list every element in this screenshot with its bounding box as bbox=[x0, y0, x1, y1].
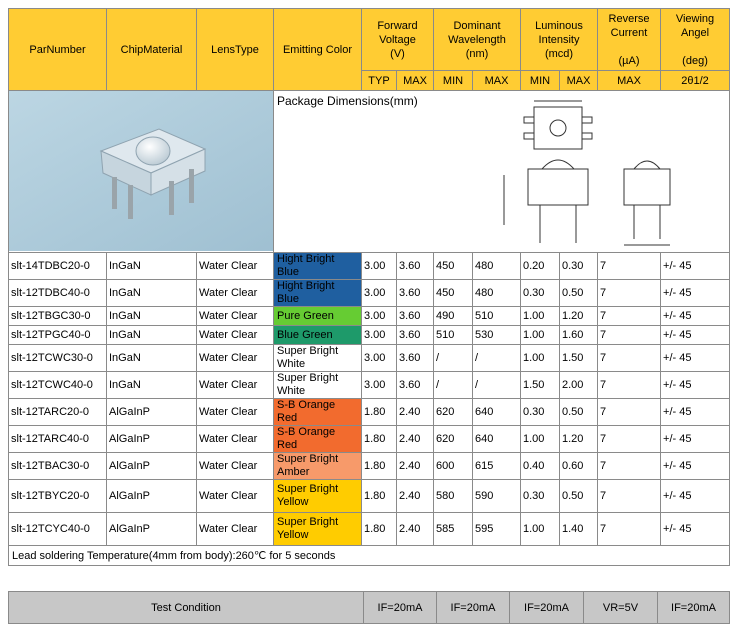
cell-iv-max: 1.40 bbox=[560, 513, 598, 546]
cell-emitting-color: Pure Green bbox=[274, 307, 362, 326]
cell-chip-material: InGaN bbox=[107, 372, 197, 399]
table-row bbox=[9, 453, 730, 480]
cell-viewing-angle: +/- 45 bbox=[661, 480, 730, 513]
cell-vf-typ: 3.00 bbox=[362, 307, 397, 326]
cell-lens-type: Water Clear bbox=[197, 513, 274, 546]
table-row bbox=[9, 326, 730, 345]
test-condition-viewing-angle: IF=20mA bbox=[658, 592, 730, 624]
cell-viewing-angle: +/- 45 bbox=[661, 426, 730, 453]
table-row bbox=[9, 426, 730, 453]
cell-viewing-angle: +/- 45 bbox=[661, 453, 730, 480]
soldering-note: Lead soldering Temperature(4mm from body):260℃ for 5 seconds bbox=[9, 546, 730, 566]
test-condition-reverse-current: VR=5V bbox=[584, 592, 658, 624]
test-condition-table bbox=[8, 591, 730, 624]
table-row bbox=[9, 372, 730, 399]
subheader-wl-max: MAX bbox=[473, 71, 521, 91]
cell-part-number: slt-12TDBC40-0 bbox=[9, 280, 107, 307]
cell-ir-max: 7 bbox=[598, 372, 661, 399]
cell-chip-material: InGaN bbox=[107, 345, 197, 372]
test-condition-label: Test Condition bbox=[9, 592, 364, 624]
cell-part-number: slt-12TCWC40-0 bbox=[9, 372, 107, 399]
cell-emitting-color: S-B Orange Red bbox=[274, 399, 362, 426]
cell-iv-max: 1.20 bbox=[560, 307, 598, 326]
cell-wl-max: 530 bbox=[473, 326, 521, 345]
cell-vf-typ: 3.00 bbox=[362, 345, 397, 372]
table-row bbox=[9, 480, 730, 513]
cell-lens-type: Water Clear bbox=[197, 399, 274, 426]
cell-part-number: slt-12TCYC40-0 bbox=[9, 513, 107, 546]
cell-iv-min: 1.50 bbox=[521, 372, 560, 399]
led-photo-cell bbox=[9, 91, 274, 253]
cell-viewing-angle: +/- 45 bbox=[661, 307, 730, 326]
cell-vf-typ: 3.00 bbox=[362, 326, 397, 345]
led-illustration bbox=[9, 91, 274, 251]
cell-iv-min: 1.00 bbox=[521, 307, 560, 326]
cell-iv-max: 1.20 bbox=[560, 426, 598, 453]
cell-vf-typ: 1.80 bbox=[362, 513, 397, 546]
cell-wl-min: 620 bbox=[434, 426, 473, 453]
cell-wl-max: / bbox=[473, 372, 521, 399]
test-condition-intensity: IF=20mA bbox=[510, 592, 584, 624]
cell-iv-min: 1.00 bbox=[521, 326, 560, 345]
cell-viewing-angle: +/- 45 bbox=[661, 345, 730, 372]
cell-vf-typ: 3.00 bbox=[362, 253, 397, 280]
cell-viewing-angle: +/- 45 bbox=[661, 280, 730, 307]
cell-wl-max: 595 bbox=[473, 513, 521, 546]
cell-iv-max: 1.60 bbox=[560, 326, 598, 345]
cell-vf-max: 3.60 bbox=[397, 372, 434, 399]
cell-viewing-angle: +/- 45 bbox=[661, 399, 730, 426]
cell-lens-type: Water Clear bbox=[197, 253, 274, 280]
cell-chip-material: AlGaInP bbox=[107, 399, 197, 426]
cell-ir-max: 7 bbox=[598, 453, 661, 480]
cell-ir-max: 7 bbox=[598, 345, 661, 372]
cell-part-number: slt-12TCWC30-0 bbox=[9, 345, 107, 372]
cell-wl-min: 450 bbox=[434, 253, 473, 280]
cell-viewing-angle: +/- 45 bbox=[661, 372, 730, 399]
cell-vf-typ: 1.80 bbox=[362, 453, 397, 480]
cell-chip-material: AlGaInP bbox=[107, 513, 197, 546]
cell-vf-max: 2.40 bbox=[397, 513, 434, 546]
cell-vf-typ: 3.00 bbox=[362, 372, 397, 399]
cell-emitting-color: Blue Green bbox=[274, 326, 362, 345]
cell-iv-min: 1.00 bbox=[521, 513, 560, 546]
cell-chip-material: InGaN bbox=[107, 253, 197, 280]
header-reverse-current: Reverse Current (µA) bbox=[598, 9, 661, 71]
cell-vf-max: 2.40 bbox=[397, 480, 434, 513]
cell-emitting-color: Super Bright Yellow bbox=[274, 480, 362, 513]
cell-vf-max: 3.60 bbox=[397, 307, 434, 326]
cell-emitting-color: Super Bright Amber bbox=[274, 453, 362, 480]
subheader-vf-max: MAX bbox=[397, 71, 434, 91]
cell-iv-min: 0.30 bbox=[521, 480, 560, 513]
cell-vf-max: 2.40 bbox=[397, 426, 434, 453]
subheader-wl-min: MIN bbox=[434, 71, 473, 91]
table-row bbox=[9, 307, 730, 326]
cell-iv-max: 0.30 bbox=[560, 253, 598, 280]
cell-wl-max: 615 bbox=[473, 453, 521, 480]
cell-part-number: slt-12TBYC20-0 bbox=[9, 480, 107, 513]
table-row bbox=[9, 253, 730, 280]
test-condition-row bbox=[9, 592, 730, 624]
cell-part-number: slt-12TBGC30-0 bbox=[9, 307, 107, 326]
cell-lens-type: Water Clear bbox=[197, 480, 274, 513]
cell-iv-max: 2.00 bbox=[560, 372, 598, 399]
header-luminous-intensity: Luminous Intensity (mcd) bbox=[521, 9, 598, 71]
cell-lens-type: Water Clear bbox=[197, 307, 274, 326]
cell-ir-max: 7 bbox=[598, 426, 661, 453]
table-row bbox=[9, 345, 730, 372]
cell-vf-typ: 1.80 bbox=[362, 480, 397, 513]
cell-wl-min: 580 bbox=[434, 480, 473, 513]
cell-wl-min: 490 bbox=[434, 307, 473, 326]
cell-wl-min: / bbox=[434, 372, 473, 399]
header-lens-type: LensType bbox=[197, 9, 274, 91]
cell-emitting-color: Super Bright White bbox=[274, 345, 362, 372]
cell-chip-material: InGaN bbox=[107, 280, 197, 307]
cell-iv-max: 1.50 bbox=[560, 345, 598, 372]
cell-iv-min: 0.40 bbox=[521, 453, 560, 480]
cell-lens-type: Water Clear bbox=[197, 326, 274, 345]
cell-chip-material: InGaN bbox=[107, 307, 197, 326]
cell-lens-type: Water Clear bbox=[197, 345, 274, 372]
cell-emitting-color: S-B Orange Red bbox=[274, 426, 362, 453]
cell-part-number: slt-12TPGC40-0 bbox=[9, 326, 107, 345]
cell-wl-min: 585 bbox=[434, 513, 473, 546]
cell-wl-min: 620 bbox=[434, 399, 473, 426]
header-chip-material: ChipMaterial bbox=[107, 9, 197, 91]
cell-viewing-angle: +/- 45 bbox=[661, 513, 730, 546]
package-dimensions-cell bbox=[274, 91, 730, 253]
note-row bbox=[9, 546, 730, 566]
cell-wl-min: / bbox=[434, 345, 473, 372]
cell-vf-max: 2.40 bbox=[397, 453, 434, 480]
cell-iv-min: 0.30 bbox=[521, 280, 560, 307]
cell-wl-max: 590 bbox=[473, 480, 521, 513]
cell-lens-type: Water Clear bbox=[197, 372, 274, 399]
header-viewing-angle: Viewing Angel (deg) bbox=[661, 9, 730, 71]
cell-ir-max: 7 bbox=[598, 399, 661, 426]
cell-vf-typ: 1.80 bbox=[362, 426, 397, 453]
cell-wl-max: 640 bbox=[473, 399, 521, 426]
cell-part-number: slt-12TBAC30-0 bbox=[9, 453, 107, 480]
cell-lens-type: Water Clear bbox=[197, 453, 274, 480]
cell-vf-max: 3.60 bbox=[397, 345, 434, 372]
cell-vf-max: 3.60 bbox=[397, 280, 434, 307]
cell-wl-max: / bbox=[473, 345, 521, 372]
led-spec-table bbox=[8, 8, 730, 566]
cell-wl-max: 640 bbox=[473, 426, 521, 453]
cell-vf-max: 3.60 bbox=[397, 253, 434, 280]
cell-iv-min: 0.20 bbox=[521, 253, 560, 280]
cell-vf-typ: 3.00 bbox=[362, 280, 397, 307]
cell-ir-max: 7 bbox=[598, 326, 661, 345]
cell-ir-max: 7 bbox=[598, 513, 661, 546]
cell-emitting-color: Super Bright Yellow bbox=[274, 513, 362, 546]
cell-iv-min: 1.00 bbox=[521, 426, 560, 453]
subheader-iv-min: MIN bbox=[521, 71, 560, 91]
cell-chip-material: AlGaInP bbox=[107, 453, 197, 480]
cell-vf-max: 3.60 bbox=[397, 326, 434, 345]
cell-iv-min: 0.30 bbox=[521, 399, 560, 426]
cell-wl-min: 450 bbox=[434, 280, 473, 307]
cell-iv-max: 0.50 bbox=[560, 480, 598, 513]
subheader-ir-max: MAX bbox=[598, 71, 661, 91]
cell-viewing-angle: +/- 45 bbox=[661, 326, 730, 345]
cell-iv-max: 0.50 bbox=[560, 399, 598, 426]
cell-part-number: slt-12TARC40-0 bbox=[9, 426, 107, 453]
header-emitting-color: Emitting Color bbox=[274, 9, 362, 91]
test-condition-forward-voltage: IF=20mA bbox=[364, 592, 437, 624]
cell-vf-typ: 1.80 bbox=[362, 399, 397, 426]
cell-wl-max: 480 bbox=[473, 253, 521, 280]
cell-part-number: slt-12TARC20-0 bbox=[9, 399, 107, 426]
cell-vf-max: 2.40 bbox=[397, 399, 434, 426]
cell-wl-min: 510 bbox=[434, 326, 473, 345]
package-dimensions-title: Package Dimensions(mm) bbox=[277, 94, 418, 108]
cell-lens-type: Water Clear bbox=[197, 426, 274, 453]
cell-iv-max: 0.60 bbox=[560, 453, 598, 480]
header-forward-voltage: Forward Voltage (V) bbox=[362, 9, 434, 71]
led-photo bbox=[9, 91, 274, 251]
cell-ir-max: 7 bbox=[598, 253, 661, 280]
subheader-iv-max: MAX bbox=[560, 71, 598, 91]
cell-ir-max: 7 bbox=[598, 280, 661, 307]
subheader-vf-typ: TYP bbox=[362, 71, 397, 91]
subheader-angle: 2θ1/2 bbox=[661, 71, 730, 91]
cell-viewing-angle: +/- 45 bbox=[661, 253, 730, 280]
cell-chip-material: AlGaInP bbox=[107, 480, 197, 513]
cell-wl-max: 480 bbox=[473, 280, 521, 307]
table-row bbox=[9, 513, 730, 546]
table-row bbox=[9, 399, 730, 426]
package-dimension-drawing bbox=[484, 95, 694, 251]
cell-wl-max: 510 bbox=[473, 307, 521, 326]
cell-iv-max: 0.50 bbox=[560, 280, 598, 307]
header-dominant-wavelength: Dominant Wavelength (nm) bbox=[434, 9, 521, 71]
cell-chip-material: AlGaInP bbox=[107, 426, 197, 453]
cell-ir-max: 7 bbox=[598, 307, 661, 326]
cell-wl-min: 600 bbox=[434, 453, 473, 480]
cell-chip-material: InGaN bbox=[107, 326, 197, 345]
header-row bbox=[9, 9, 730, 71]
cell-emitting-color: Hight Bright Blue bbox=[274, 253, 362, 280]
cell-lens-type: Water Clear bbox=[197, 280, 274, 307]
cell-emitting-color: Hight Bright Blue bbox=[274, 280, 362, 307]
cell-iv-min: 1.00 bbox=[521, 345, 560, 372]
table-row bbox=[9, 280, 730, 307]
package-row bbox=[9, 91, 730, 253]
cell-part-number: slt-14TDBC20-0 bbox=[9, 253, 107, 280]
cell-emitting-color: Super Bright White bbox=[274, 372, 362, 399]
header-part-number: ParNumber bbox=[9, 9, 107, 91]
cell-ir-max: 7 bbox=[598, 480, 661, 513]
test-condition-wavelength: IF=20mA bbox=[437, 592, 510, 624]
